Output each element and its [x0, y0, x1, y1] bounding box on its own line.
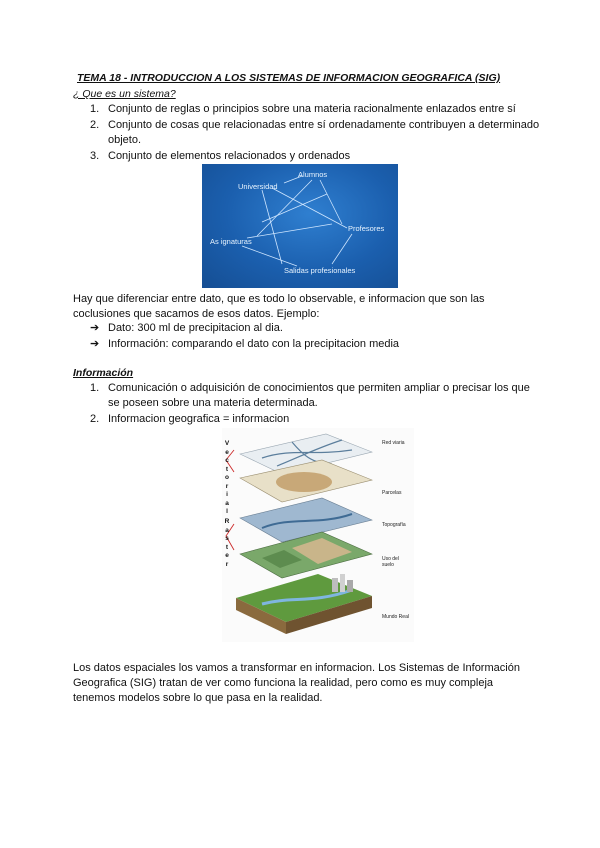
system-diagram	[202, 164, 398, 288]
connector-line	[272, 188, 347, 228]
label-mundo-real: Mundo Real	[382, 614, 409, 620]
node-asignaturas: As ignaturas	[210, 237, 252, 246]
list-number: 1.	[90, 103, 100, 115]
list-text: Conjunto de reglas o principios sobre una materia racionalmente enlazados entre sí	[108, 103, 516, 115]
list-text: Informacion geografica = informacion	[108, 413, 290, 425]
arrow-icon: ➔	[90, 338, 100, 350]
arrow-text: Información: comparando el dato con la precipitacion media	[108, 338, 400, 350]
connector-line	[332, 234, 352, 264]
building	[347, 580, 353, 592]
list-text: Comunicación o adquisición de conocimientos que permiten ampliar o precisar los que se poseen sobre una materia determinada.	[108, 382, 530, 409]
parcel-area	[276, 472, 332, 492]
list-number: 2.	[90, 413, 100, 425]
node-universidad: Universidad	[238, 182, 278, 191]
section-heading-sistema: ¿ Que es un sistema?	[73, 88, 176, 100]
paragraph-sig: Los datos espaciales los vamos a transformar en informacion. Los Sistemas de Información Geografica (SIG) tratan de ver como funciona la realidad, pero como es muy compleja tenemos modelos sobre lo que pasa en la realidad.	[73, 662, 520, 704]
node-salidas: Salidas profesionales	[284, 266, 356, 275]
label-uso-suelo-1: Uso del	[382, 556, 399, 562]
node-profesores: Profesores	[348, 224, 385, 233]
list-number: 1.	[90, 382, 100, 394]
connector-line	[320, 180, 342, 224]
list-number: 3.	[90, 150, 100, 162]
connector-line	[262, 190, 282, 264]
paragraph-dato-informacion: Hay que diferenciar entre dato, que es todo lo observable, e informacion que son las coclusiones que sacamos de esos datos. Ejemplo:	[73, 293, 485, 320]
label-parcelas: Parcelas	[382, 490, 402, 496]
connector-line	[242, 246, 297, 266]
label-uso-suelo-2: suelo	[382, 562, 394, 568]
page-title: TEMA 18 - INTRODUCCION A LOS SISTEMAS DE INFORMACION GEOGRAFICA (SIG)	[77, 72, 501, 84]
list-text: Conjunto de elementos relacionados y ordenados	[108, 150, 351, 162]
arrow-icon: ➔	[90, 322, 100, 334]
section-heading-informacion: Información	[73, 367, 134, 379]
label-topografia: Topografía	[382, 522, 406, 528]
list-text: Conjunto de cosas que relacionadas entre sí ordenadamente contribuyen a determinado objeto.	[108, 119, 540, 146]
building	[340, 574, 345, 592]
arrow-text: Dato: 300 ml de precipitacion al dia.	[108, 322, 283, 334]
arrow-item	[90, 337, 399, 352]
vectorial-label: V e c t o r i a l	[224, 440, 230, 515]
building	[332, 578, 338, 592]
gis-layers-illustration	[222, 428, 414, 642]
label-red-viaria: Red viaria	[382, 440, 405, 446]
raster-label: R a s t e r	[224, 518, 230, 568]
node-alumnos: Alumnos	[298, 170, 328, 179]
connector-line	[247, 224, 332, 238]
gis-layers-figure	[222, 428, 414, 642]
arrow-item	[90, 321, 283, 336]
list-number: 2.	[90, 119, 100, 131]
